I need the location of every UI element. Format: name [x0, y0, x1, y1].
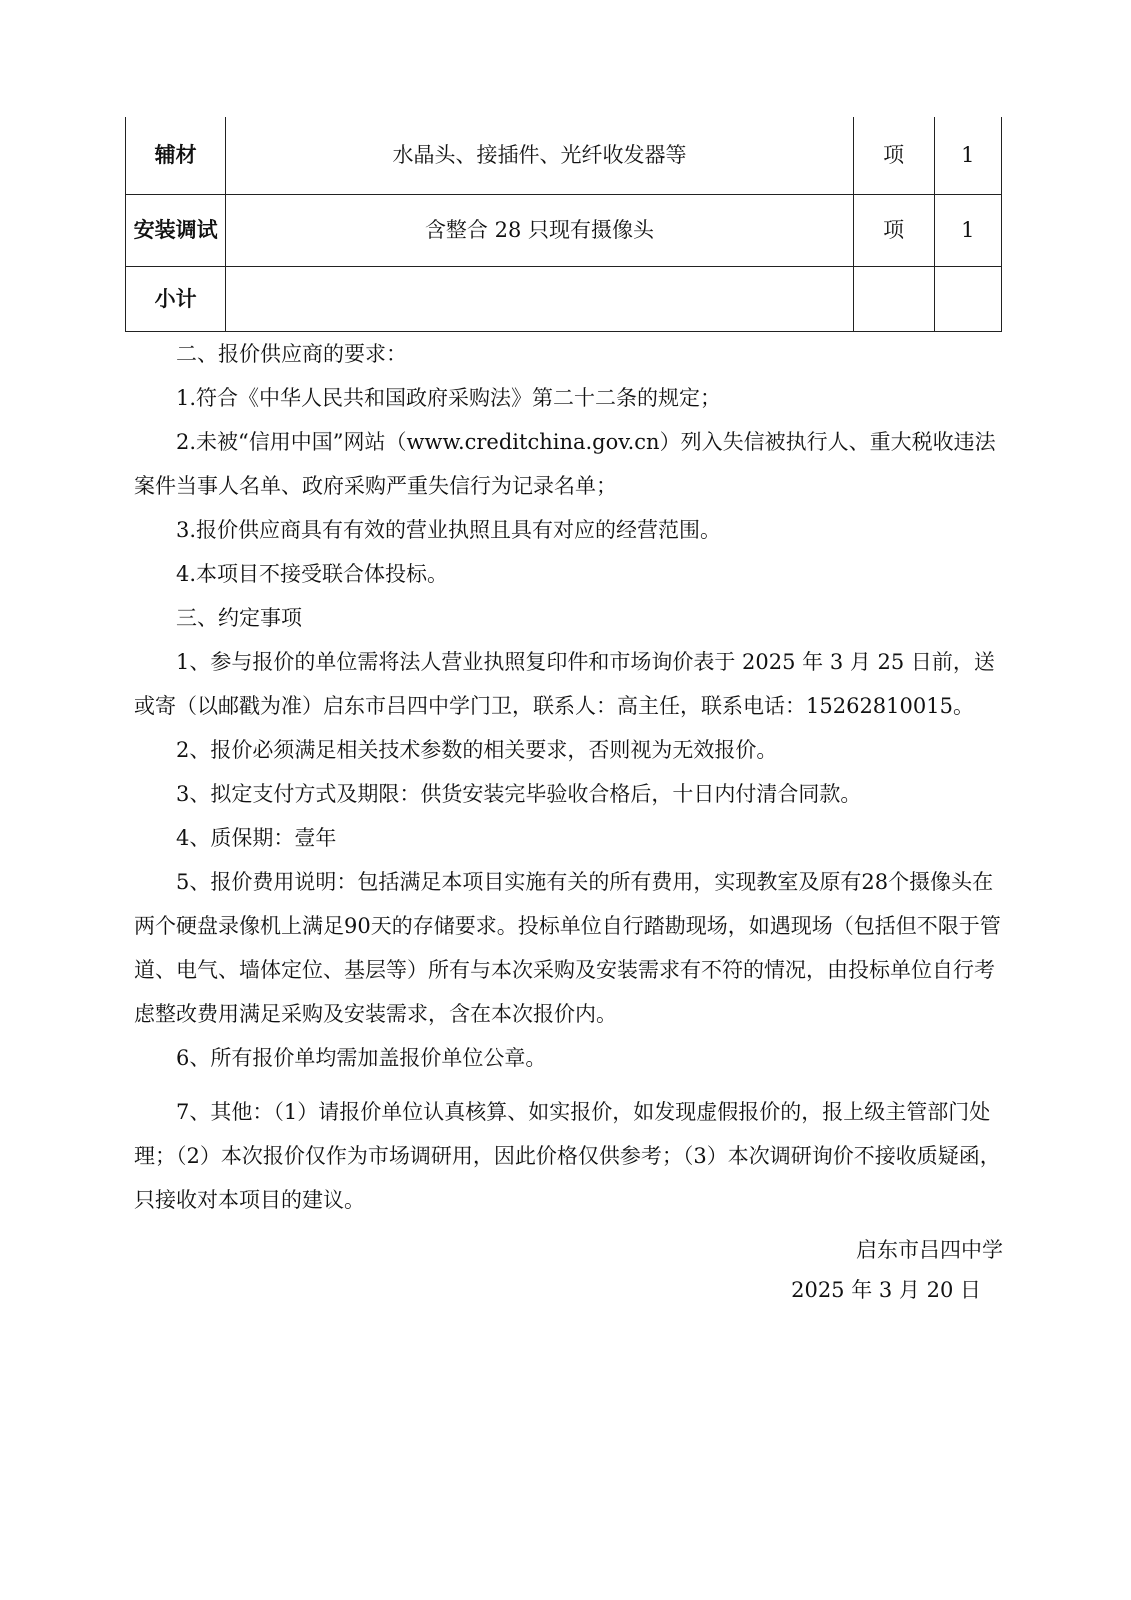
signature-block: [703, 1230, 1003, 1310]
item-name: 安装调试: [126, 195, 226, 267]
subtotal-content: [226, 267, 854, 332]
signature-org: 启东市吕四中学: [856, 1238, 1003, 1262]
table-row: [126, 267, 1002, 332]
section2-item: 4.本项目不接受联合体投标。: [176, 562, 449, 586]
body-text: [134, 332, 1004, 1222]
section3-item: 3、拟定支付方式及期限：供货安装完毕验收合格后，十日内付清合同款。: [176, 782, 862, 806]
item-qty: 1: [934, 195, 1001, 267]
section3-item: 5、报价费用说明：包括满足本项目实施有关的所有费用，实现教室及原有28个摄像头在两个硬盘录像机上满足90天的存储要求。投标单位自行踏勘现场，如遇现场（包括但不限于管道、电气、墙体定位、基层等）所有与本次采购及安装需求有不符的情况，由投标单位自行考虑整改费用满足采购及安装需求，含在本次报价内。: [134, 870, 1001, 1026]
items-table: [125, 117, 1002, 332]
table-row: [126, 117, 1002, 195]
signature-date: 2025 年 3 月 20 日: [791, 1278, 981, 1302]
section2-item: 3.报价供应商具有有效的营业执照且具有对应的经营范围。: [176, 518, 722, 542]
item-content: 水晶头、接插件、光纤收发器等: [226, 117, 854, 195]
section2-heading: 二、报价供应商的要求：: [176, 342, 407, 366]
section3-heading: 三、约定事项: [176, 606, 302, 630]
section3-item: 7、其他：（1）请报价单位认真核算、如实报价，如发现虚假报价的，报上级主管部门处理；（2）本次报价仅作为市场调研用，因此价格仅供参考；（3）本次调研询价不接收质疑函，只接收对本项目的建议。: [134, 1100, 1001, 1212]
section2-item: 2.未被“信用中国”网站（www.creditchina.gov.cn）列入失信被执行人、重大税收违法案件当事人名单、政府采购严重失信行为记录名单；: [134, 430, 996, 498]
section3-item: 1、参与报价的单位需将法人营业执照复印件和市场询价表于 2025 年 3 月 25 日前，送或寄（以邮戳为准）启东市吕四中学门卫，联系人：高主任，联系电话：15262810015。: [134, 650, 995, 718]
item-unit: 项: [853, 117, 934, 195]
table-row: [126, 195, 1002, 267]
section3-item: 4、质保期：壹年: [176, 826, 337, 850]
section2-item: 1.符合《中华人民共和国政府采购法》第二十二条的规定；: [176, 386, 722, 410]
item-qty: 1: [934, 117, 1001, 195]
section3-item: 2、报价必须满足相关技术参数的相关要求，否则视为无效报价。: [176, 738, 778, 762]
item-unit: 项: [853, 195, 934, 267]
subtotal-qty: [934, 267, 1001, 332]
item-content: 含整合 28 只现有摄像头: [226, 195, 854, 267]
section3-item: 6、所有报价单均需加盖报价单位公章。: [176, 1046, 547, 1070]
subtotal-unit: [853, 267, 934, 332]
subtotal-label: 小计: [126, 267, 226, 332]
item-name: 辅材: [126, 117, 226, 195]
